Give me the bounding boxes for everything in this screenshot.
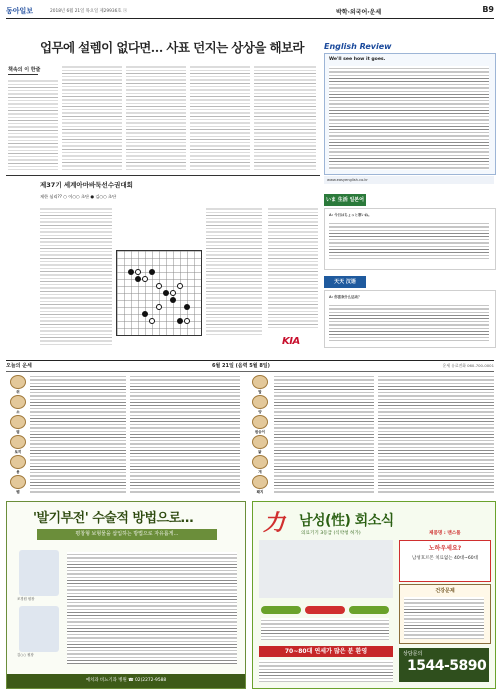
go-commentary-right-2 xyxy=(268,206,318,328)
zodiac-label: 용 xyxy=(16,470,20,474)
chinese-tag: 天天 汉语 xyxy=(324,276,366,288)
call-label: 상담문의 xyxy=(403,651,423,657)
black-stone xyxy=(177,318,183,324)
ad-menstorm-photo xyxy=(259,540,393,598)
ad-menstorm-box2 xyxy=(399,584,491,644)
ad-menstorm-product: 제품명 : 맨스톰 xyxy=(429,531,461,536)
white-stone xyxy=(149,318,155,324)
box2-text xyxy=(404,597,484,639)
ad-menstorm[interactable] xyxy=(252,501,496,689)
english-review-lead: We'll see how it goes. xyxy=(329,57,386,62)
zodiac-label: 소 xyxy=(16,410,20,414)
zodiac-label: 말 xyxy=(258,390,262,394)
zodiac-label: 양 xyxy=(258,410,262,414)
black-stone xyxy=(163,290,169,296)
ad-menstorm-box1 xyxy=(399,540,491,582)
zodiac-face-icon xyxy=(10,475,26,489)
go-title: 제37기 세계아마바둑선수권대회 xyxy=(40,181,133,189)
zodiac-icon xyxy=(250,474,270,498)
zodiac-label: 개 xyxy=(258,470,262,474)
box1-title: 노하우세요? xyxy=(428,545,462,552)
zodiac-icon xyxy=(8,474,28,498)
ad-urology[interactable] xyxy=(6,501,246,689)
zodiac-face-icon xyxy=(10,415,26,429)
column-text-5 xyxy=(254,64,316,170)
fortune-header xyxy=(6,360,494,372)
japanese-text xyxy=(329,221,489,259)
fortune-title: 오늘의 운세 xyxy=(6,363,32,369)
box2-title: 건강문제 xyxy=(435,588,455,594)
ad-menstorm-mid-text xyxy=(261,618,389,640)
zodiac-face-icon xyxy=(252,395,268,409)
page-masthead xyxy=(6,4,494,19)
black-stone xyxy=(184,304,190,310)
zodiac-face-icon xyxy=(252,415,268,429)
go-section-rule xyxy=(6,175,320,176)
section-title: 박학·외국어·운세 xyxy=(336,9,382,16)
japanese-lead: A: 今日はちょっと寒いね。 xyxy=(329,213,372,217)
zodiac-face-icon xyxy=(252,455,268,469)
issue-date: 2018년 6월 21일 목요일 제29936호 ⓐ xyxy=(50,9,128,14)
column-title: 책속의 이 한줄 xyxy=(8,67,41,73)
english-review-text xyxy=(329,66,489,170)
black-stone xyxy=(128,269,134,275)
fortune-date: 6월 21일 (음력 5월 8일) xyxy=(212,363,270,369)
white-stone xyxy=(156,283,162,289)
japanese-tag: いま 生活 일본어 xyxy=(324,194,366,206)
black-stone xyxy=(135,276,141,282)
zodiac-label: 토끼 xyxy=(14,450,22,454)
black-stone xyxy=(142,311,148,317)
ad-menstorm-title: 남성(性) 회소식 xyxy=(299,513,394,529)
pill-3 xyxy=(349,606,389,614)
ad-menstorm-call[interactable] xyxy=(399,648,489,682)
chinese-lead: A: 你喜欢什么运动？ xyxy=(329,295,362,299)
fortune-text-2 xyxy=(130,374,240,494)
box1-text: 남성호르몬 치료없는 40대~60대 xyxy=(412,556,478,561)
go-commentary-left xyxy=(40,206,112,346)
doctor-name: 조경원 원장 xyxy=(17,597,35,601)
go-board-diagram xyxy=(116,250,202,336)
doctor-photo-2 xyxy=(19,606,59,652)
black-stone xyxy=(149,269,155,275)
pill-2 xyxy=(305,606,345,614)
newspaper-name: 동아일보 xyxy=(6,7,34,15)
doctor-photo xyxy=(19,550,59,596)
english-review-heading: English Review xyxy=(324,42,392,51)
chinese-box xyxy=(324,290,496,348)
go-commentary-right xyxy=(206,206,262,336)
english-review-footer: www.easyenglish.co.kr xyxy=(324,176,494,184)
call-number: 1544-5890 xyxy=(407,658,487,674)
feature-headline: 업무에 설렘이 없다면… 사표 던지는 상상을 해보라 xyxy=(40,40,304,55)
doctor-name-2: 김○○ 원장 xyxy=(17,653,34,657)
white-stone xyxy=(177,283,183,289)
zodiac-face-icon xyxy=(252,435,268,449)
japanese-box xyxy=(324,208,496,270)
page-number: B9 xyxy=(482,5,494,14)
go-players: 제한 심리?? ○ 이○○ 초단 ● 김○○ 초단 xyxy=(40,194,117,199)
zodiac-face-icon xyxy=(10,395,26,409)
zodiac-label: 닭 xyxy=(258,450,262,454)
ad-urology-footer: 예치과 비뇨기과 병원 ☎ 02)2272-9588 xyxy=(7,674,245,688)
ad-menstorm-subtitle: 의료기기 3등급 (식약청 허가) xyxy=(301,531,361,536)
english-review-box xyxy=(324,53,496,175)
fortune-text-4 xyxy=(378,374,494,494)
fortune-text-3 xyxy=(274,374,374,494)
white-stone xyxy=(170,290,176,296)
column-text-2 xyxy=(62,64,122,170)
chinese-text xyxy=(329,303,489,341)
zodiac-face-icon xyxy=(10,455,26,469)
white-stone xyxy=(142,276,148,282)
white-stone xyxy=(135,269,141,275)
zodiac-face-icon xyxy=(10,435,26,449)
sponsor-logo: KIA xyxy=(282,336,300,347)
ad-urology-text xyxy=(67,552,237,664)
zodiac-face-icon xyxy=(252,375,268,389)
white-stone xyxy=(156,304,162,310)
pill-1 xyxy=(261,606,301,614)
zodiac-label: 돼지 xyxy=(256,490,264,494)
zodiac-label: 원숭이 xyxy=(254,430,266,434)
ad-menstorm-footnote xyxy=(259,660,393,682)
ad-menstorm-pills xyxy=(259,602,393,642)
column-rule xyxy=(8,74,38,75)
ad-menstorm-logo: 力 xyxy=(263,511,286,536)
fortune-text-1 xyxy=(30,374,126,494)
zodiac-face-icon xyxy=(252,475,268,489)
zodiac-face-icon xyxy=(10,375,26,389)
black-stone xyxy=(170,297,176,303)
ad-menstorm-banner: 70~80대 연세가 많은 분 환영 xyxy=(259,646,393,657)
column-text-3 xyxy=(126,64,186,170)
white-stone xyxy=(184,318,190,324)
column-text-1 xyxy=(8,78,58,170)
fortune-phone: 운세 유료전화 060-700-0001 xyxy=(442,363,494,368)
ad-urology-subtitle: 평창형 보형물을 삽입하는 방법으로 자유롭게… xyxy=(37,529,217,540)
zodiac-label: 뱀 xyxy=(16,490,20,494)
zodiac-label: 범 xyxy=(16,430,20,434)
zodiac-label: 쥐 xyxy=(16,390,20,394)
column-text-4 xyxy=(190,64,250,170)
ad-urology-title: '발기부전' 수술적 방법으로… xyxy=(33,511,194,526)
